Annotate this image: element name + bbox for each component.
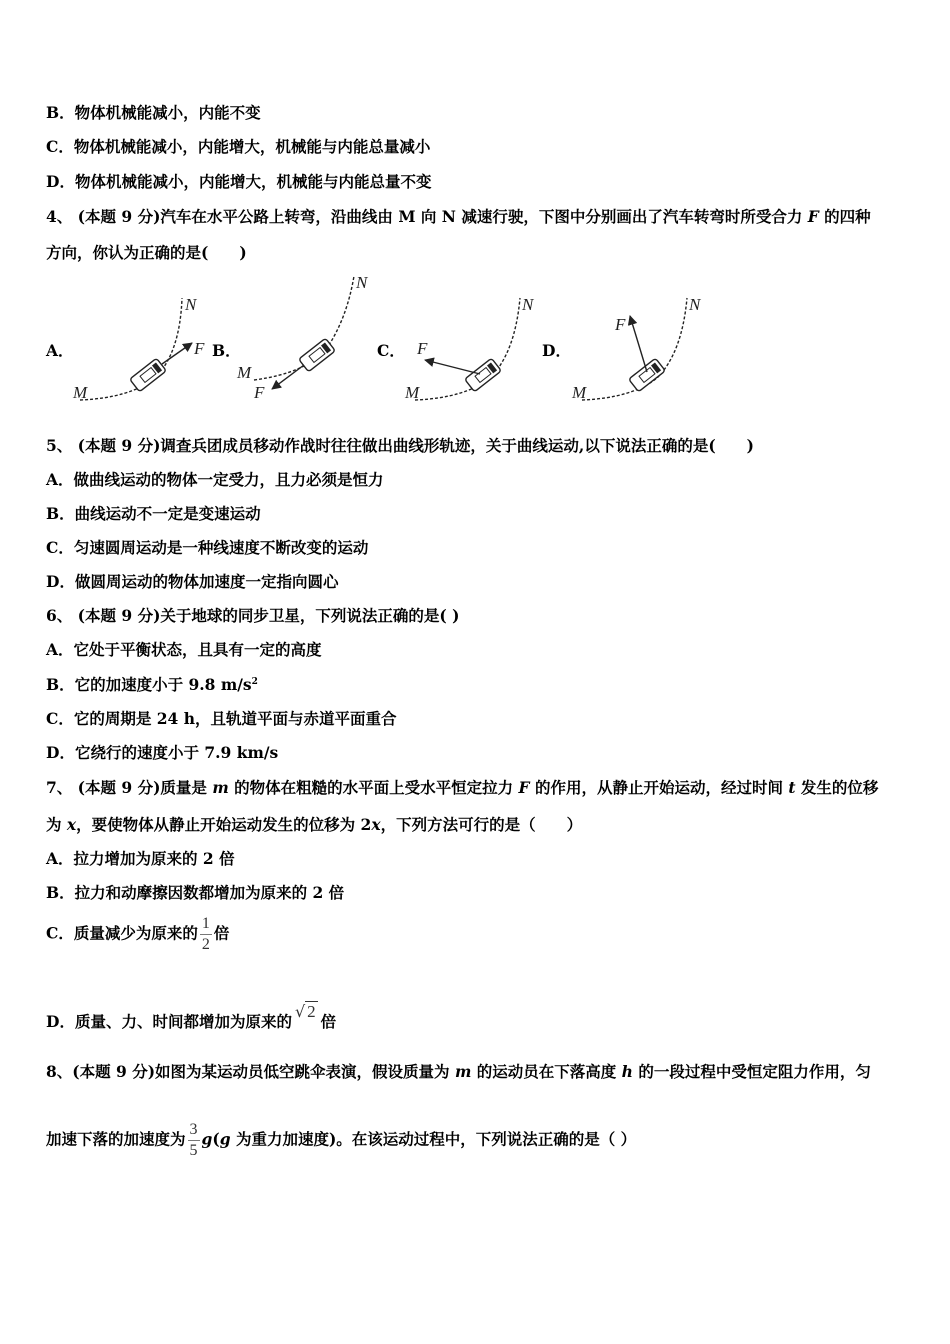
q8-gravity-symbol-2: g [219, 1129, 231, 1149]
q4d-label-m: M [572, 383, 587, 402]
q4c-label-m: M [405, 383, 420, 402]
q6-option-d: D．它绕行的速度小于 7.9 km/s [46, 743, 279, 762]
q5-option-c: C．匀速圆周运动是一种线速度不断改变的运动 [46, 538, 369, 557]
q4-force-symbol: F [807, 207, 819, 226]
q8-text-1: 8、(本题 9 分)如图为某运动员低空跳伞表演，假设质量为 [46, 1062, 455, 1081]
q7-option-c-fraction [200, 914, 212, 955]
q4a-trajectory-curve [80, 298, 182, 400]
q4a-force-arrow [162, 343, 192, 364]
q6-option-b [46, 673, 258, 695]
q8-fraction-numerator: 3 [189, 1121, 198, 1138]
q7-stem-line1 [46, 776, 878, 798]
q3-option-d: D．物体机械能减小，内能增大，机械能与内能总量不变 [46, 172, 432, 191]
q4-stem-text: 4、 (本题 9 分)汽车在水平公路上转弯，沿曲线由 M 向 N 减速行驶，下图中分别画出了汽车转弯时所受合力 [46, 207, 808, 226]
q7-text-1: 7、 (本题 9 分)质量是 [46, 778, 213, 797]
q4-figure-a [70, 268, 215, 408]
q4c-trajectory-curve [415, 298, 520, 400]
q6-stem: 6、 (本题 9 分)关于地球的同步卫星，下列说法正确的是( ) [46, 606, 460, 625]
q7-option-c-suffix: 倍 [213, 923, 230, 943]
q4a-car-icon [130, 358, 167, 392]
q4b-label-f: F [254, 383, 265, 402]
q5-option-a: A．做曲线运动的物体一定受力，且力必须是恒力 [46, 470, 384, 489]
q4d-car-icon [629, 358, 666, 392]
q8-text-3: 的一段过程中受恒定阻力作用，匀 [632, 1062, 871, 1081]
q7-option-d [46, 1002, 337, 1032]
q7-option-d-suffix: 倍 [320, 1012, 337, 1031]
q4-option-d-label: D． [542, 341, 571, 360]
q3-option-c: C．物体机械能减小，内能增大，机械能与内能总量减小 [46, 137, 431, 156]
q7-text-4: 发生的位移 [795, 778, 879, 797]
q7-mass-symbol: m [212, 778, 229, 797]
q4-figure-d [567, 268, 712, 408]
q6-option-b-exponent: 2 [251, 676, 258, 687]
q4-stem-text-end: 的四种 [818, 207, 871, 226]
q4-option-b-label: B． [212, 341, 241, 360]
q4a-label-f: F [194, 339, 205, 358]
q8-stem-line2 [46, 1120, 636, 1161]
q7-force-symbol: F [518, 778, 530, 797]
q8-height-symbol: h [621, 1062, 633, 1081]
q4-figure-c [400, 268, 545, 408]
q7-option-c-text: C．质量减少为原来的 [46, 923, 198, 943]
q4-figure-b [232, 268, 377, 408]
q7-option-d-sqrt [295, 1002, 318, 1021]
q7-fraction-denominator: 2 [201, 936, 210, 953]
q4-option-c-label: C． [377, 341, 405, 360]
q8-paren-open: ( [212, 1129, 220, 1149]
q3-option-b: B．物体机械能减小，内能不变 [46, 103, 261, 122]
q4a-label-m: M [73, 383, 88, 402]
q8-mass-symbol: m [454, 1062, 472, 1081]
q8-text-4: 加速下落的加速度为 [46, 1129, 186, 1149]
q4b-label-m: M [237, 363, 252, 382]
q4d-label-f: F [615, 315, 626, 334]
q7-stem-line2 [46, 813, 582, 835]
q4b-force-arrow [272, 365, 304, 389]
q7-option-c [46, 914, 229, 955]
q7-text-5: 为 [46, 815, 67, 834]
q7-text-7: ，下列方法可行的是（ ） [380, 815, 583, 834]
q4b-label-n: N [356, 273, 368, 292]
sqrt-sign-icon: √ [294, 1002, 306, 1021]
q7-displacement-symbol-2: x [371, 815, 381, 834]
q8-fraction-denominator: 5 [189, 1142, 198, 1159]
q7-text-2: 的物体在粗糙的水平面上受水平恒定拉力 [228, 778, 519, 797]
q4a-label-n: N [185, 295, 197, 314]
q4c-label-n: N [522, 295, 534, 314]
q5-option-d: D．做圆周运动的物体加速度一定指向圆心 [46, 572, 339, 591]
q6-option-b-text: B．它的加速度小于 9.8 m/s [46, 675, 252, 694]
q7-text-6: ，要使物体从静止开始运动发生的位移为 2 [76, 815, 372, 834]
q4c-label-f: F [417, 339, 428, 358]
q6-option-a: A．它处于平衡状态，且具有一定的高度 [46, 640, 322, 659]
q4c-force-arrow [425, 360, 480, 374]
q8-stem-line1 [46, 1060, 871, 1082]
q5-stem: 5、 (本题 9 分)调查兵团成员移动作战时往往做出曲线形轨迹，关于曲线运动,以下说法正确的是( ) [46, 436, 754, 455]
q8-fraction [188, 1120, 200, 1161]
q7-option-d-text: D．质量、力、时间都增加为原来的 [46, 1012, 292, 1031]
q7-sqrt-radicand: 2 [307, 1002, 316, 1021]
q7-option-b: B．拉力和动摩擦因数都增加为原来的 2 倍 [46, 883, 345, 902]
q8-text-5: 为重力加速度)。在该运动过程中，下列说法正确的是（ ） [230, 1129, 637, 1149]
q4-stem-line1 [46, 205, 871, 227]
q7-option-a: A．拉力增加为原来的 2 倍 [46, 849, 235, 868]
q5-option-b: B．曲线运动不一定是变速运动 [46, 504, 261, 523]
q7-text-3: 的作用，从静止开始运动，经过时间 [529, 778, 789, 797]
q4-option-a-label: A． [46, 341, 74, 360]
q4b-car-icon [299, 338, 336, 372]
q4d-force-arrow [630, 316, 647, 372]
q7-fraction-numerator: 1 [201, 915, 210, 932]
q6-option-c: C．它的周期是 24 h，且轨道平面与赤道平面重合 [46, 709, 397, 728]
q7-displacement-symbol: x [66, 815, 77, 834]
q8-gravity-symbol: g [201, 1129, 213, 1149]
q4d-label-n: N [689, 295, 701, 314]
q7-time-symbol: t [788, 778, 796, 797]
q4c-car-icon [465, 358, 502, 392]
q8-text-2: 的运动员在下落高度 [471, 1062, 622, 1081]
q4-stem-line2: 方向，你认为正确的是( ) [46, 243, 247, 262]
